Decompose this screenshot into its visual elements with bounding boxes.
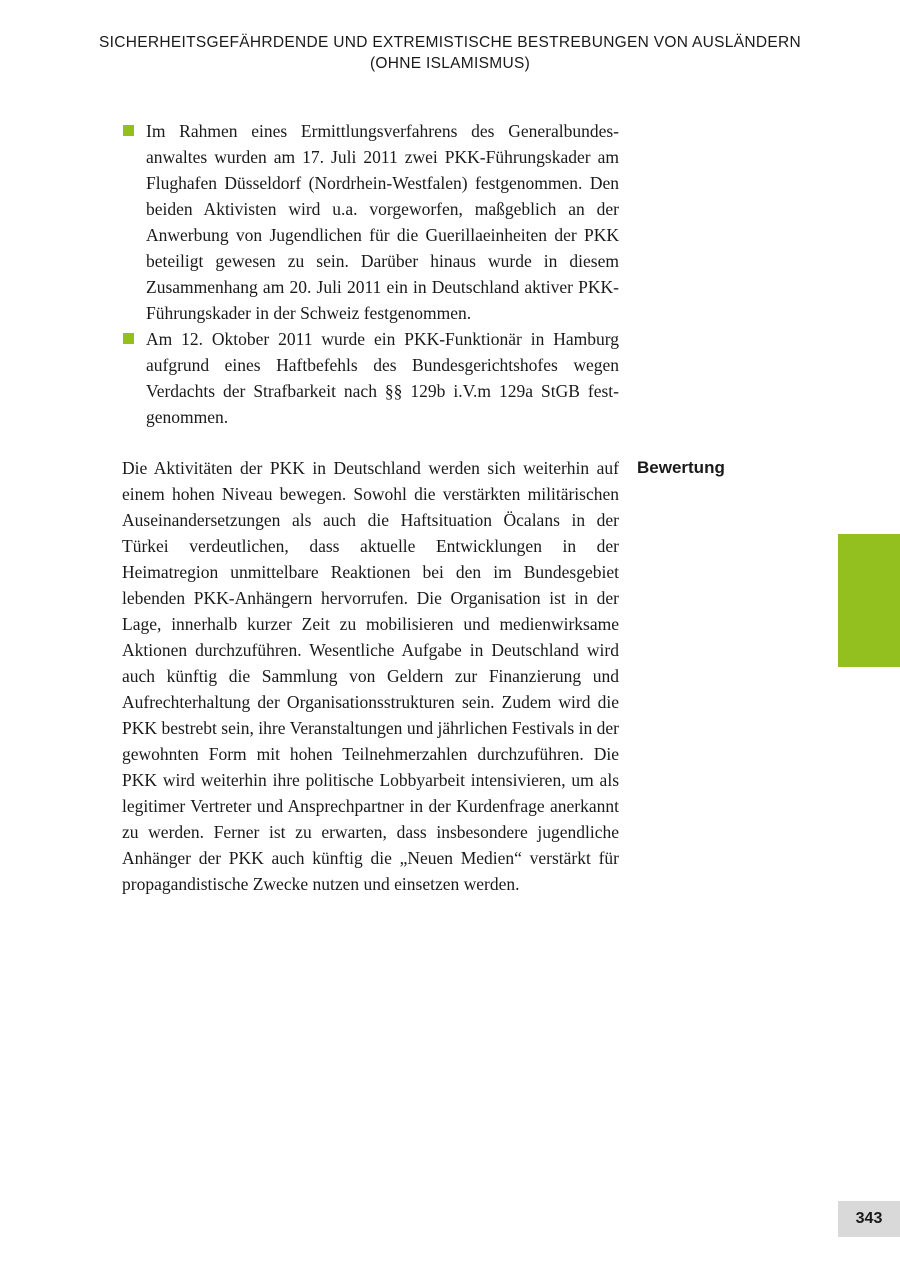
bullet-text: Im Rahmen eines Ermittlungsverfahrens des Generalbundesanwaltes wurden am 17. Juli 2011 zwei PKK-Führungskader am Flughafen Düsseldorf (Nordrhein-Westfalen) festgenommen. Den beiden Aktivisten wird u.a. vorgeworfen, maßgeblich an der Anwerbung von Jugendlichen für die Guerillaeinheiten der PKK beteiligt gewesen zu sein. Darüber hinaus wurde in diesem Zusammenhang am 20. Juli 2011 ein in Deutschland aktiver PKK-Führungskader in der Schweiz festgenommen. xyxy=(146,121,619,323)
bullet-list xyxy=(122,118,619,430)
chapter-tab xyxy=(838,534,900,667)
bullet-item xyxy=(122,326,619,430)
running-header xyxy=(60,32,840,74)
square-bullet-icon xyxy=(123,125,134,136)
margin-heading-bewertung: Bewertung xyxy=(637,458,725,477)
square-bullet-icon xyxy=(123,333,134,344)
page-number xyxy=(838,1201,900,1237)
running-header-line-1: SICHERHEITSGEFÄHRDENDE UND EXTREMISTISCHE BESTREBUNGEN VON AUSLÄNDERN xyxy=(99,34,801,51)
assessment-paragraph: Die Aktivitäten der PKK in Deutschland werden sich weiterhin auf einem hohen Niveau bewegen. Sowohl die verstärkten militärischen Auseinandersetzungen als auch die Haftsituation Öcalans in der Türkei verdeutlichen, dass aktuelle Entwicklungen in der Heimatregion unmittelbare Reaktionen bei den im Bundesgebiet lebenden PKK-Anhängern hervorrufen. Die Organisation ist in der Lage, innerhalb kurzer Zeit zu mobilisieren und medienwirksame Aktionen durchzuführen. Wesentliche Aufgabe in Deutschland wird auch künftig die Sammlung von Geldern zur Finanzierung und Aufrechterhaltung der Organisationsstrukturen sein. Zudem wird die PKK bestrebt sein, ihre Veranstaltungen und jährlichen Festivals in der gewohnten Form mit hohen Teilnehmerzahlen durchzuführen. Die PKK wird weiterhin ihre politische Lobbyarbeit intensivieren, um als legitimer Vertreter und Ansprechpartner in der Kurdenfrage anerkannt zu werden. Ferner ist zu erwarten, dass insbesondere jugendliche Anhänger der PKK auch künftig die „Neuen Medien“ verstärkt für propagandistische Zwecke nutzen und einsetzen werden. xyxy=(122,458,619,894)
running-header-line-2: (OHNE ISLAMISMUS) xyxy=(369,55,531,72)
bullet-item xyxy=(122,118,619,326)
bullet-text: Am 12. Oktober 2011 wurde ein PKK-Funktionär in Hamburg aufgrund eines Haftbefehls des Bundesgerichtshofes wegen Verdachts der Strafbarkeit nach §§ 129b i.V.m 129a StGB festgenommen. xyxy=(146,329,619,427)
page-number-label: 343 xyxy=(855,1210,883,1227)
